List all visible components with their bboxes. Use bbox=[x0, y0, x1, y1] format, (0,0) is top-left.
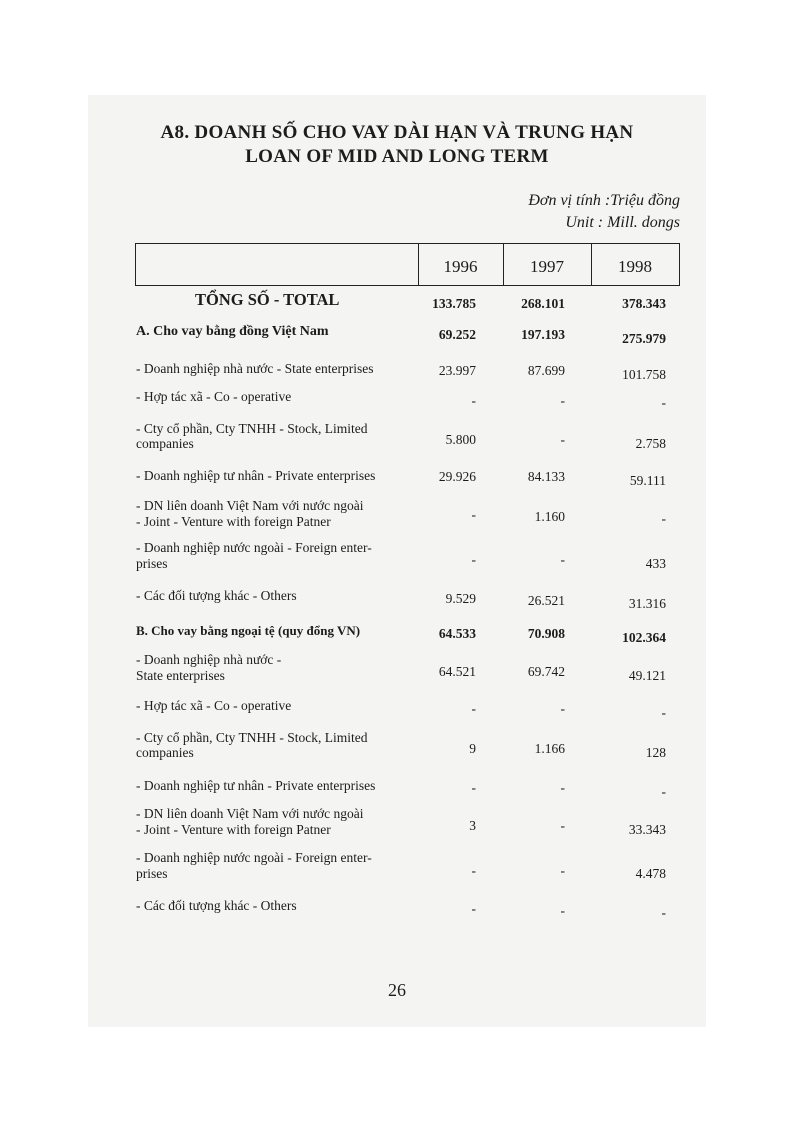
row-label-line-2: prises bbox=[136, 866, 168, 881]
value-1998: 59.111 bbox=[629, 473, 666, 488]
value-1996: - bbox=[471, 507, 476, 522]
year-header-1996: 1996 bbox=[443, 257, 478, 276]
row-label-line-2: companies bbox=[136, 745, 194, 760]
value-1998: 433 bbox=[645, 556, 666, 571]
value-1998: - bbox=[661, 395, 666, 410]
value-1996: 9 bbox=[469, 741, 476, 756]
table-header bbox=[135, 243, 680, 286]
row-label-line-2: - Joint - Venture with foreign Patner bbox=[136, 822, 331, 837]
row-label-line-1: - DN liên doanh Việt Nam với nước ngoài bbox=[136, 498, 364, 513]
row-label: - Hợp tác xã - Co - operative bbox=[136, 389, 292, 404]
value-1997: 84.133 bbox=[527, 469, 565, 484]
row-label-line-2: prises bbox=[136, 556, 168, 571]
row-label: - Doanh nghiệp nhà nước - State enterprises bbox=[136, 361, 374, 376]
value-1998: 33.343 bbox=[628, 822, 666, 837]
value-1996: - bbox=[471, 780, 476, 795]
total-label: TỔNG SỐ - TOTAL bbox=[195, 290, 340, 309]
value-1997: - bbox=[560, 552, 565, 567]
value-1998: - bbox=[661, 705, 666, 720]
value-1998: - bbox=[661, 511, 666, 526]
value-1998: - bbox=[661, 784, 666, 799]
section-b-1997: 70.908 bbox=[527, 626, 565, 641]
row-label-line-1: - Cty cổ phần, Cty TNHH - Stock, Limited bbox=[136, 421, 368, 436]
section-b-1998: 102.364 bbox=[622, 630, 666, 645]
title-vietnamese: A8. DOANH SỐ CHO VAY DÀI HẠN VÀ TRUNG HẠN bbox=[160, 122, 634, 143]
row-label-line-1: - Doanh nghiệp nước ngoài - Foreign enter- bbox=[136, 850, 372, 865]
value-1998: 101.758 bbox=[622, 367, 666, 382]
value-1998: 2.758 bbox=[635, 436, 666, 451]
value-1997: - bbox=[560, 393, 565, 408]
row-label-line-1: - Doanh nghiệp nước ngoài - Foreign enter- bbox=[136, 540, 372, 555]
value-1996: - bbox=[471, 701, 476, 716]
row-label-line-2: State enterprises bbox=[136, 668, 225, 683]
value-1997: - bbox=[560, 863, 565, 878]
value-1996: 29.926 bbox=[438, 469, 476, 484]
title-english: LOAN OF MID AND LONG TERM bbox=[245, 146, 549, 167]
row-label: - Các đối tượng khác - Others bbox=[136, 588, 297, 603]
value-1997: 1.160 bbox=[534, 509, 565, 524]
section-a-label: A. Cho vay bằng đồng Việt Nam bbox=[136, 324, 329, 339]
value-1998: 49.121 bbox=[628, 668, 666, 683]
value-1997: 87.699 bbox=[527, 363, 565, 378]
row-label-line-1: - Cty cổ phần, Cty TNHH - Stock, Limited bbox=[136, 730, 368, 745]
section-a-1996: 69.252 bbox=[438, 327, 476, 342]
row-label: - Hợp tác xã - Co - operative bbox=[136, 698, 292, 713]
row-label: - Doanh nghiệp tư nhân - Private enterprises bbox=[136, 468, 376, 483]
row-label-line-2: companies bbox=[136, 436, 194, 451]
value-1998: - bbox=[661, 905, 666, 920]
value-1996: - bbox=[471, 901, 476, 916]
value-1996: - bbox=[471, 863, 476, 878]
row-label-line-1: - Doanh nghiệp nhà nước - bbox=[136, 652, 282, 667]
value-1997: - bbox=[560, 780, 565, 795]
value-1997: 26.521 bbox=[527, 593, 565, 608]
unit-vietnamese: Đơn vị tính :Triệu đồng bbox=[528, 192, 680, 209]
value-1996: 3 bbox=[469, 818, 476, 833]
value-1997: - bbox=[560, 903, 565, 918]
value-1998: 4.478 bbox=[635, 866, 666, 881]
value-1996: 9.529 bbox=[445, 591, 476, 606]
total-1996: 133.785 bbox=[432, 296, 476, 311]
value-1997: 69.742 bbox=[527, 664, 565, 679]
value-1997: - bbox=[560, 432, 565, 447]
value-1996: - bbox=[471, 552, 476, 567]
value-1996: - bbox=[471, 393, 476, 408]
value-1996: 5.800 bbox=[445, 432, 476, 447]
row-label-line-2: - Joint - Venture with foreign Patner bbox=[136, 514, 331, 529]
unit-english: Unit : Mill. dongs bbox=[565, 214, 680, 231]
value-1997: - bbox=[560, 818, 565, 833]
value-1997: 1.166 bbox=[534, 741, 565, 756]
row-label: - Doanh nghiệp tư nhân - Private enterprises bbox=[136, 778, 376, 793]
section-a-1997: 197.193 bbox=[521, 327, 565, 342]
value-1997: - bbox=[560, 701, 565, 716]
total-1997: 268.101 bbox=[521, 296, 565, 311]
section-a-1998: 275.979 bbox=[622, 331, 666, 346]
value-1996: 23.997 bbox=[438, 363, 476, 378]
value-1996: 64.521 bbox=[438, 664, 476, 679]
year-header-1998: 1998 bbox=[618, 257, 652, 276]
row-label-line-1: - DN liên doanh Việt Nam với nước ngoài bbox=[136, 806, 364, 821]
page-number: 26 bbox=[388, 980, 406, 1000]
value-1998: 128 bbox=[645, 745, 666, 760]
total-1998: 378.343 bbox=[622, 296, 666, 311]
row-label: - Các đối tượng khác - Others bbox=[136, 898, 297, 913]
year-header-1997: 1997 bbox=[530, 257, 564, 276]
value-1998: 31.316 bbox=[628, 596, 666, 611]
section-b-1996: 64.533 bbox=[438, 626, 476, 641]
section-b-label: B. Cho vay bằng ngoại tệ (quy đổng VN) bbox=[136, 623, 361, 638]
